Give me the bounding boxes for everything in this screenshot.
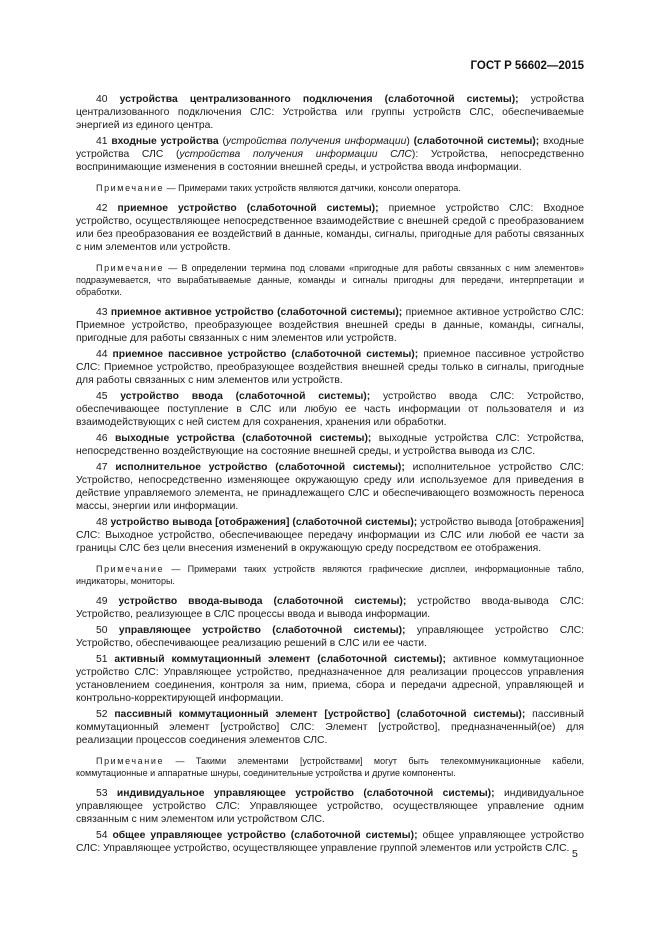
page-number: 5: [572, 848, 578, 860]
term-number: 48: [96, 517, 108, 528]
definition-text: устройство ввода-вывода СЛС: Устройство, реализующее в СЛС процессы ввода и вывода информации.: [76, 596, 584, 620]
term-number: 45: [96, 391, 108, 402]
term-number: 54: [96, 830, 108, 841]
term-definition-paragraph: [76, 461, 584, 513]
definition-text: приемное устройство СЛС: Входное устройство, осуществляющее непосредственное взаимодействие с внешней средой с преобразованием или без преобразования ее воздействий в данные, команды, сигналы, пригодные для работы связанных с ним элементов или устройств.: [76, 203, 584, 253]
note-paragraph: [76, 563, 584, 587]
term-definition-paragraph: [76, 93, 584, 132]
term-title: приемное устройство (слаботочной системы);: [117, 203, 379, 214]
note-text: — Такими элементами [устройствами] могут быть телекоммуникационные кабели, коммутационные и аппаратные шнуры, соединительные устройства и другие компоненты.: [76, 756, 584, 778]
term-number: 53: [96, 788, 108, 799]
term-synonym: устройства получения информации: [225, 136, 407, 147]
definition-text: устройства централизованного подключения СЛС: Устройства или группы устройств СЛС, обеспечиваемые энергией из единого центра.: [76, 94, 584, 131]
definition-text: приемное пассивное устройство СЛС: Приемное устройство, преобразующее воздействия внешней среды только в сигналы, пригодные для работы связанных с ним элементов или устройств.: [76, 349, 584, 386]
definition-text: активное коммутационное устройство СЛС: Управляющее устройство, предназначенное для реализации процессов управления установлением соединения, контроля за ним, приема, сбора и передачи адресной, управляющей и контрольно-корректирующей информации.: [76, 654, 584, 704]
term-title: устройства централизованного подключения (слаботочной системы);: [119, 94, 519, 105]
term-title: общее управляющее устройство (слаботочной системы);: [112, 830, 418, 841]
note-text: — Примерами таких устройств являются датчики, консоли оператора.: [164, 183, 461, 193]
term-title: управляющее устройство (слаботочной системы);: [118, 625, 406, 636]
term-title: исполнительное устройство (слаботочной системы);: [115, 462, 405, 473]
term-definition-paragraph: [76, 653, 584, 705]
definition-text: управляющее устройство СЛС: Устройство, обеспечивающее реализацию решений в СЛС или ее части.: [76, 625, 585, 649]
definition-synonym: устройства получения информации СЛС: [179, 149, 412, 160]
note-text: — В определении термина под словами «пригодные для работы связанных с ним элементов» подразумевается, что вырабатываемые данные, команды и сигналы пригодны для передачи, интерпретации и обработки.: [76, 263, 584, 297]
term-title: приемное пассивное устройство (слаботочной системы);: [112, 349, 419, 360]
note-label: Примечание: [96, 564, 165, 574]
term-title: устройство вывода [отображения] (слаботочной системы);: [110, 517, 418, 528]
term-title: устройство ввода (слаботочной системы);: [120, 391, 371, 402]
definition-text: устройство вывода [отображения] СЛС: Выходное устройство, обеспечивающее передачу информации из СЛС или любой ее части за границы СЛС без цели внесения изменений в окружающую среду посредством ее отображения.: [76, 517, 585, 554]
term-number: 47: [96, 462, 108, 473]
term-definition-paragraph: [76, 595, 584, 621]
term-definition-paragraph: [76, 708, 584, 747]
term-paren: (: [222, 136, 226, 147]
definition-text: приемное активное устройство СЛС: Приемное устройство, преобразующее воздействия внешней среды в данные, команды, сигналы, пригодные для работы связанных с ним элементов или устройств.: [76, 307, 584, 344]
term-paren: ): [406, 136, 410, 147]
definition-text: ): Устройства, непосредственно воспринимающие изменения в состоянии внешней среды, и устройства ввода информации.: [76, 149, 584, 173]
definition-text: выходные устройства СЛС: Устройства, непосредственно воздействующие на состояние внешней среды, и устройства вывода из СЛС.: [76, 433, 584, 457]
definition-text: общее управляющее устройство СЛС: Управляющее устройство, осуществляющее управление группой элементов или устройств СЛС.: [76, 830, 584, 854]
term-number: 49: [96, 596, 108, 607]
note-label: Примечание: [96, 756, 165, 766]
term-title: активный коммутационный элемент (слаботочной системы);: [114, 654, 446, 665]
term-definition-paragraph: [76, 829, 584, 855]
term-definition-paragraph: [76, 306, 584, 345]
note-paragraph: [76, 262, 584, 298]
term-title: входные устройства: [111, 136, 219, 147]
term-number: 52: [96, 709, 108, 720]
term-definition-paragraph: [76, 787, 584, 826]
term-number: 43: [96, 307, 108, 318]
term-number: 50: [96, 625, 108, 636]
term-number: 51: [96, 654, 108, 665]
definition-text: исполнительное устройство СЛС: Устройство, непосредственно изменяющее окружающую среду или используемое для приведения в действие управляемого элемента, не принадлежащего СЛС и обеспечивающего возможность переноса массы, энергии или информации.: [76, 462, 585, 512]
note-paragraph: [76, 755, 584, 779]
term-title: выходные устройства (слаботочной системы);: [114, 433, 372, 444]
standard-header: ГОСТ Р 56602—2015: [470, 60, 584, 72]
definition-text: входные устройства СЛС (: [76, 136, 585, 160]
term-definition-paragraph: [76, 348, 584, 387]
term-number: 44: [96, 349, 108, 360]
definition-text: индивидуальное управляющее устройство СЛС: Управляющее устройство, осуществляющее управление одним связанным с ним элементом или устройством СЛС.: [76, 788, 585, 825]
note-label: Примечание: [96, 183, 165, 193]
term-number: 42: [96, 203, 108, 214]
term-title: пассивный коммутационный элемент [устройство] (слаботочной системы);: [114, 709, 526, 720]
term-number: 40: [96, 94, 108, 105]
term-title: индивидуальное управляющее устройство (слаботочной системы);: [116, 788, 495, 799]
note-paragraph: [76, 182, 584, 194]
definition-text: пассивный коммутационный элемент [устройство] СЛС: Элемент [устройство], предназначенный(ое) для реализации процессов соединения элементов СЛС.: [76, 709, 584, 746]
note-label: Примечание: [96, 263, 165, 273]
term-title: приемное активное устройство (слаботочной системы);: [110, 307, 403, 318]
term-definition-paragraph: [76, 390, 584, 429]
term-definition-paragraph: [76, 516, 584, 555]
term-definition-paragraph: [76, 135, 584, 174]
definition-text: устройство ввода СЛС: Устройство, обеспечивающее поступление в СЛС или любую ее часть информации от пользователя и из взаимодействующих с ней систем для сохранения, хранения или обработки.: [76, 391, 585, 428]
note-text: — Примерами таких устройств являются графические дисплеи, информационные табло, индикаторы, мониторы.: [76, 564, 584, 586]
term-definition-paragraph: [76, 624, 584, 650]
term-definition-paragraph: [76, 432, 584, 458]
term-qualifier: (слаботочной системы);: [413, 136, 540, 147]
term-number: 41: [96, 136, 108, 147]
term-title: устройство ввода-вывода (слаботочной системы);: [118, 596, 407, 607]
term-number: 46: [96, 433, 108, 444]
document-body: [76, 93, 584, 855]
term-definition-paragraph: [76, 202, 584, 254]
